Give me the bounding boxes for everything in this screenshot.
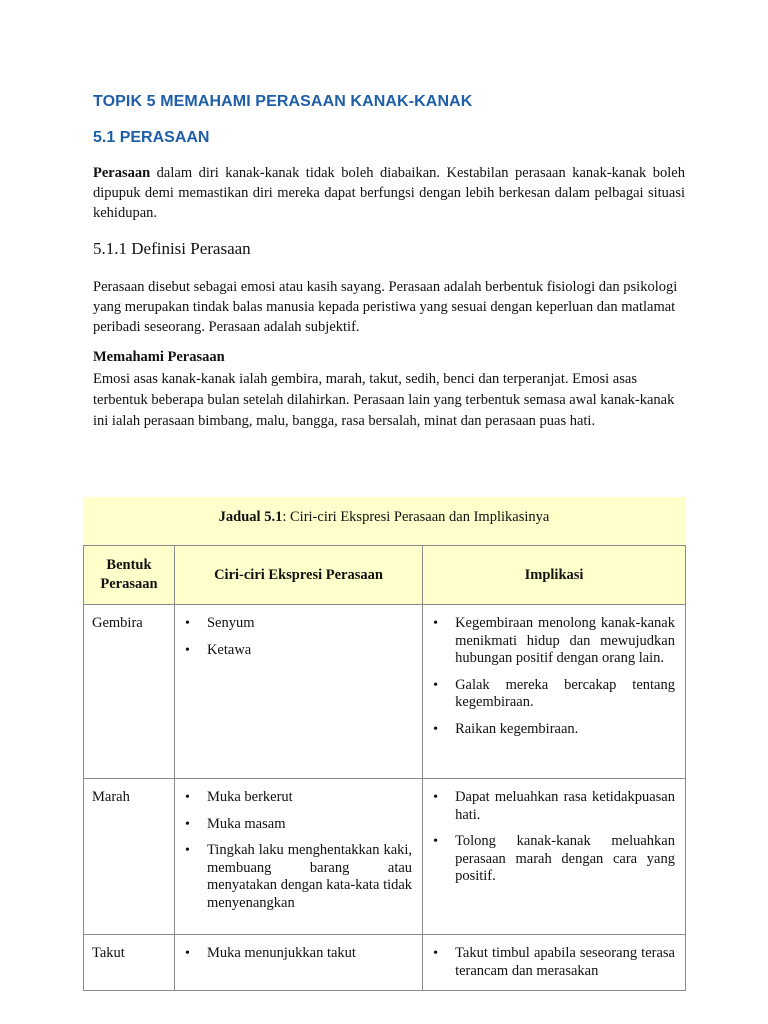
list-item: • Kegembiraan menolong kanak-kanak menikmati hidup dan mewujudkan hubungan positif dengan orang lain. [431,615,675,668]
emotions-table [83,545,686,991]
header-expression-traits: Ciri-ciri Ekspresi Perasaan [174,546,422,605]
table-row [84,605,686,779]
list-item: • Senyum [183,615,412,633]
expression-list [175,935,422,973]
list-item: • Raikan kegembiraan. [431,721,675,739]
section-title: 5.1 PERASAAN [93,129,210,146]
table-caption-text: : Ciri-ciri Ekspresi Perasaan dan Implikasinya [282,509,550,525]
table-header-row [84,546,686,605]
list-item: • Takut timbul apabila seseorang terasa terancam dan merasakan [431,945,675,980]
table-caption-number: Jadual 5.1 [218,509,283,525]
understanding-heading: Memahami Perasaan [93,349,225,365]
intro-bold-lead: Perasaan [93,165,151,181]
expression-list [175,605,422,669]
list-item: • Ketawa [183,642,412,660]
table-caption [83,509,685,526]
header-emotion-form: Bentuk Perasaan [84,546,175,605]
list-item: • Muka menunjukkan takut [183,945,412,963]
implication-list [423,779,685,896]
table-caption-box [83,497,685,545]
intro-paragraph [93,163,685,223]
list-item: • Tingkah laku menghentakkan kaki, membuang barang atau menyatakan dengan kata-kata tidak menyenangkan [183,842,412,912]
emotion-cell: Marah [92,789,130,805]
list-item: • Tolong kanak-kanak meluahkan perasaan marah dengan cara yang positif. [431,833,675,886]
expression-list [175,779,422,922]
emotion-cell: Takut [92,945,125,961]
implication-list [423,935,685,990]
table-row [84,935,686,991]
list-item: • Muka berkerut [183,789,412,807]
list-item: • Muka masam [183,816,412,834]
table-row [84,779,686,935]
topic-title: TOPIK 5 MEMAHAMI PERASAAN KANAK-KANAK [93,93,473,110]
header-implications: Implikasi [423,546,686,605]
list-item: • Dapat meluahkan rasa ketidakpuasan hati. [431,789,675,824]
implication-list [423,605,685,748]
intro-text: dalam diri kanak-kanak tidak boleh diabaikan. Kestabilan perasaan kanak-kanak boleh dipupuk demi memastikan diri mereka dapat berfungsi dengan lebih berkesan dalam pelbagai situasi kehidupan. [93,165,685,221]
emotion-cell: Gembira [92,615,143,631]
definition-paragraph: Perasaan disebut sebagai emosi atau kasih sayang. Perasaan adalah berbentuk fisiologi dan psikologi yang merupakan tindak balas manusia kepada peristiwa yang sesuai dengan keperluan dan matlamat peribadi seseorang. Perasaan adalah subjektif. [93,279,678,335]
understanding-paragraph: Emosi asas kanak-kanak ialah gembira, marah, takut, sedih, benci dan terperanjat. Emosi asas terbentuk beberapa bulan setelah dilahirkan. Perasaan lain yang terbentuk semasa awal kanak-kanak ini ialah perasaan bimbang, malu, bangga, rasa bersalah, minat dan perasaan puas hati. [93,371,675,429]
list-item: • Galak mereka bercakap tentang kegembiraan. [431,677,675,712]
definition-subheading: 5.1.1 Definisi Perasaan [93,239,251,258]
